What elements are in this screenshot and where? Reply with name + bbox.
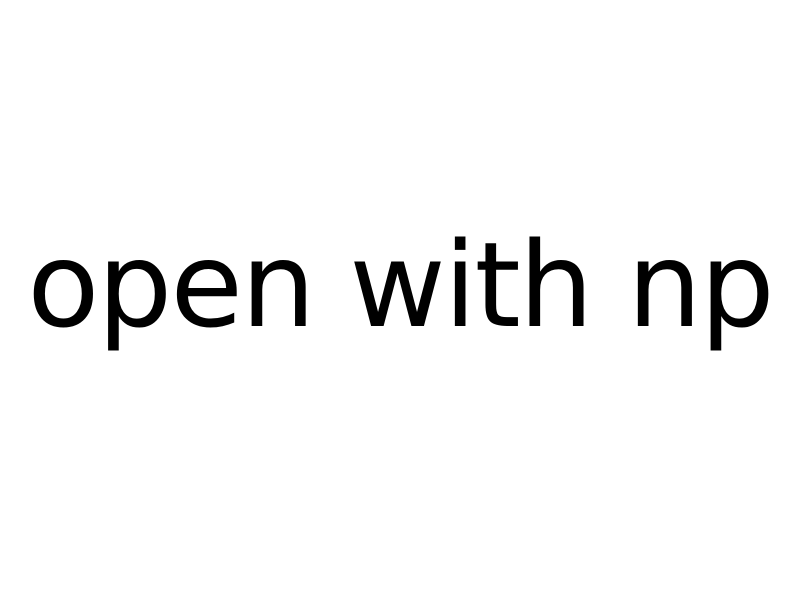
caption-text: open with np	[27, 216, 773, 354]
